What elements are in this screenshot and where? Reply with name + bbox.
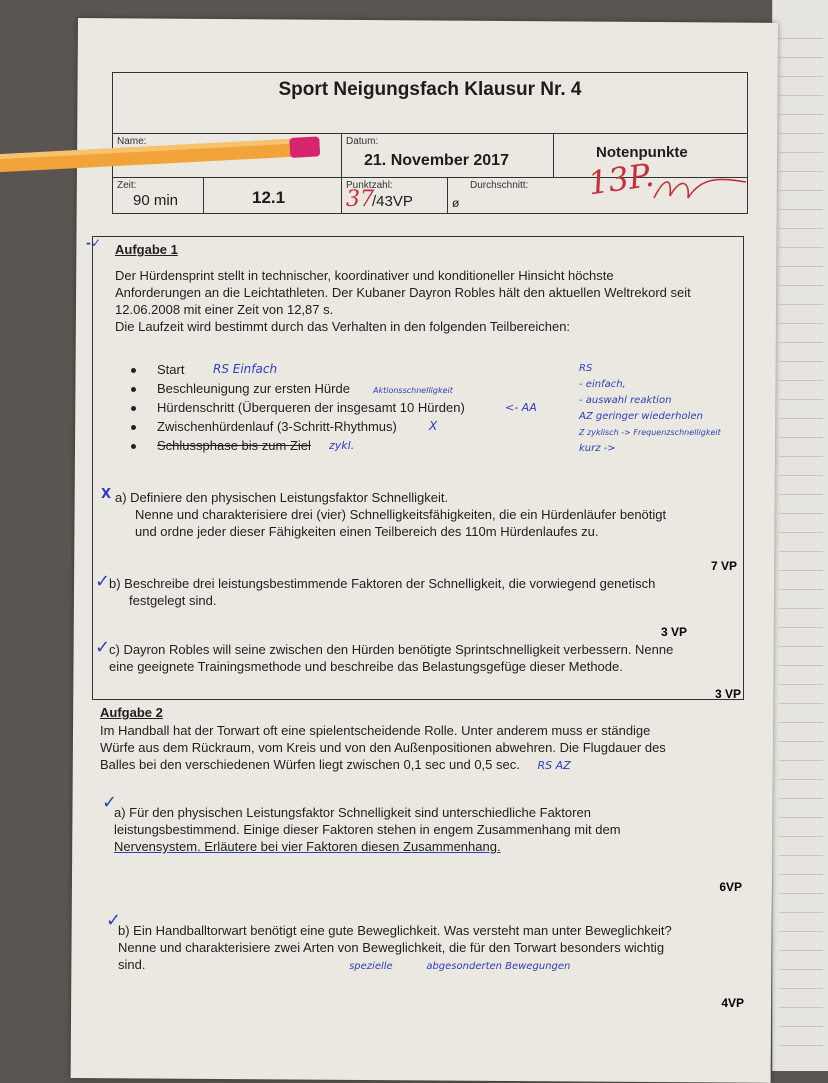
bullet-text: Schlussphase bis zum Ziel [157,438,311,453]
intro-line: Würfe aus dem Rückraum, vom Kreis und von den Außenpositionen abwehren. Die Flugdauer des [100,740,666,755]
intro-line: 12.06.2008 mit einer Zeit von 12,87 s. [115,302,334,317]
handwritten-note: spezielle [349,961,393,972]
intro-note: RS AZ [537,759,571,772]
side-note: - einfach, [579,379,626,390]
task-line: c) Dayron Robles will seine zwischen den Hürden benötigte Sprintschnelligkeit verbessern. Nenne [109,642,674,657]
bullet-note: Aktionsschnelligkeit [373,386,453,395]
task-line: Nenne und charakterisiere drei (vier) Schnelligkeitsfähigkeiten, die ein Hürdenläufer benötigt [135,507,667,522]
bullet-text: Hürdenschritt (Überqueren der insgesamt 10 Hürden) [157,400,465,415]
task-line: sind. [118,957,146,972]
task-2b [118,922,744,975]
aufgabe1-heading: Aufgabe 1 [115,242,178,257]
name-label: Name: [117,136,147,147]
task-c-check-icon: ✓ [95,637,111,658]
task-line: und ordne jeder dieser Fähigkeiten einen Teilbereich des 110m Hürdenlaufes zu. [135,524,599,539]
side-note: kurz -> [579,443,616,454]
task-1b [109,575,739,609]
durchschnitt-label: Durchschnitt: [470,180,529,191]
intro-line-wrap [100,756,748,774]
list-item [133,380,553,399]
punktzahl-cell [341,178,447,214]
aufgabe2-intro [100,722,748,774]
datum-cell [341,134,553,178]
bullet-icon [131,425,136,430]
handwritten-side-notes [579,361,749,457]
datum-value: 21. November 2017 [364,152,509,169]
bullet-note: X [429,419,438,433]
intro-line: Anforderungen an die Leichtathleten. Der Kubaner Dayron Robles hält den aktuellen Weltrekord seit [115,285,691,300]
klasse-value: 12.1 [252,188,286,207]
zeit-value: 90 min [133,192,179,209]
task-line: b) Beschreibe drei leistungsbestimmende Faktoren der Schnelligkeit, die vorwiegend genetisch [109,576,656,591]
bullet-icon [131,387,136,392]
side-note: - auswahl reaktion [579,395,672,406]
task-line: festgelegt sind. [129,593,217,608]
punktzahl-label: Punktzahl: [346,180,393,191]
aufgabe1-mark-icon: -✓ [86,236,102,250]
task-2b-points: 4VP [721,996,744,1010]
bullet-note: RS Einfach [213,362,278,376]
zeit-label: Zeit: [117,180,137,191]
list-item [133,399,553,418]
task-2a-check-icon: ✓ [102,792,118,813]
task-1c-points: 3 VP [714,687,741,701]
list-item [133,437,553,456]
exam-title: Sport Neigungsfach Klausur Nr. 4 [278,79,582,100]
task-1a [115,489,741,540]
aufgabe2-heading: Aufgabe 2 [100,705,163,720]
signature-icon [650,168,750,208]
task-b-check-icon: ✓ [95,571,111,592]
task-line: Nervensystem. Erläutere bei vier Faktoren diesen Zusammenhang. [114,839,501,854]
list-item [133,418,553,437]
punktzahl-max: /43VP [372,193,413,210]
handwritten-note: abgesonderten Bewegungen [426,961,571,972]
durchschnitt-cell [447,178,553,214]
task-2a [114,804,744,855]
bullet-text: Start [157,362,185,377]
task-1b-points: 3 VP [660,625,687,639]
datum-label: Datum: [346,136,379,147]
list-item [133,361,553,380]
side-note: Z zyklisch -> Frequenzschnelligkeit [579,428,721,437]
bullet-icon [131,368,136,373]
intro-line: Im Handball hat der Torwart oft eine spielentscheidende Rolle. Unter anderem muss er ständige [100,723,651,738]
bullet-text: Beschleunigung zur ersten Hürde [157,381,350,396]
punktzahl-handwritten: 37 [346,187,374,212]
task-line: eine geeignete Trainingsmethode und beschreibe das Belastungsgefüge dieser Methode. [109,659,623,674]
task-line: Nenne und charakterisiere zwei Arten von Beweglichkeit, die für den Torwart besonders wichtig [118,940,665,955]
bullet-icon [131,444,136,449]
side-note: AZ geringer wiederholen [579,411,703,422]
task-line: a) Für den physischen Leistungsfaktor Schnelligkeit sind unterschiedliche Faktoren [114,805,591,820]
intro-line: Balles bei den verschiedenen Würfen liegt zwischen 0,1 sec und 0,5 sec. [100,757,520,772]
side-note: RS [579,363,593,374]
task-1c [109,641,739,675]
intro-line: Die Laufzeit wird bestimmt durch das Verhalten in den folgenden Teilbereichen: [115,319,571,334]
notenpunkte-handwritten: 13P. [585,155,657,203]
next-page-edge [772,0,828,1071]
intro-line: Der Hürdensprint stellt in technischer, koordinativer und konditioneller Hinsicht höchste [115,268,614,283]
ruled-lines [779,20,823,1060]
task-line-wrap [118,956,744,975]
aufgabe1-box [92,236,744,700]
bullet-note: zykl. [329,439,355,452]
bullet-note: <- AA [505,401,537,414]
task-a-mark-icon: X [101,487,112,502]
task-line: leistungsbestimmend. Einige dieser Faktoren stehen in engem Zusammenhang mit dem [114,822,621,837]
task-2b-check-icon: ✓ [106,910,122,931]
aufgabe1-intro [115,267,743,335]
task-line: b) Ein Handballtorwart benötigt eine gute Beweglichkeit. Was versteht man unter Beweglichkeit? [118,923,672,938]
notenpunkte-label: Notenpunkte [596,144,688,161]
klasse-cell [203,178,341,214]
task-1a-points: 7 VP [710,559,737,573]
durchschnitt-value: ø [452,196,460,210]
bullet-icon [131,406,136,411]
teilbereiche-list [133,361,553,456]
task-line: a) Definiere den physischen Leistungsfaktor Schnelligkeit. [115,490,449,505]
bullet-text: Zwischenhürdenlauf (3-Schritt-Rhythmus) [157,419,397,434]
task-2a-points: 6VP [719,880,742,894]
aufgabe2-section [92,700,748,1030]
